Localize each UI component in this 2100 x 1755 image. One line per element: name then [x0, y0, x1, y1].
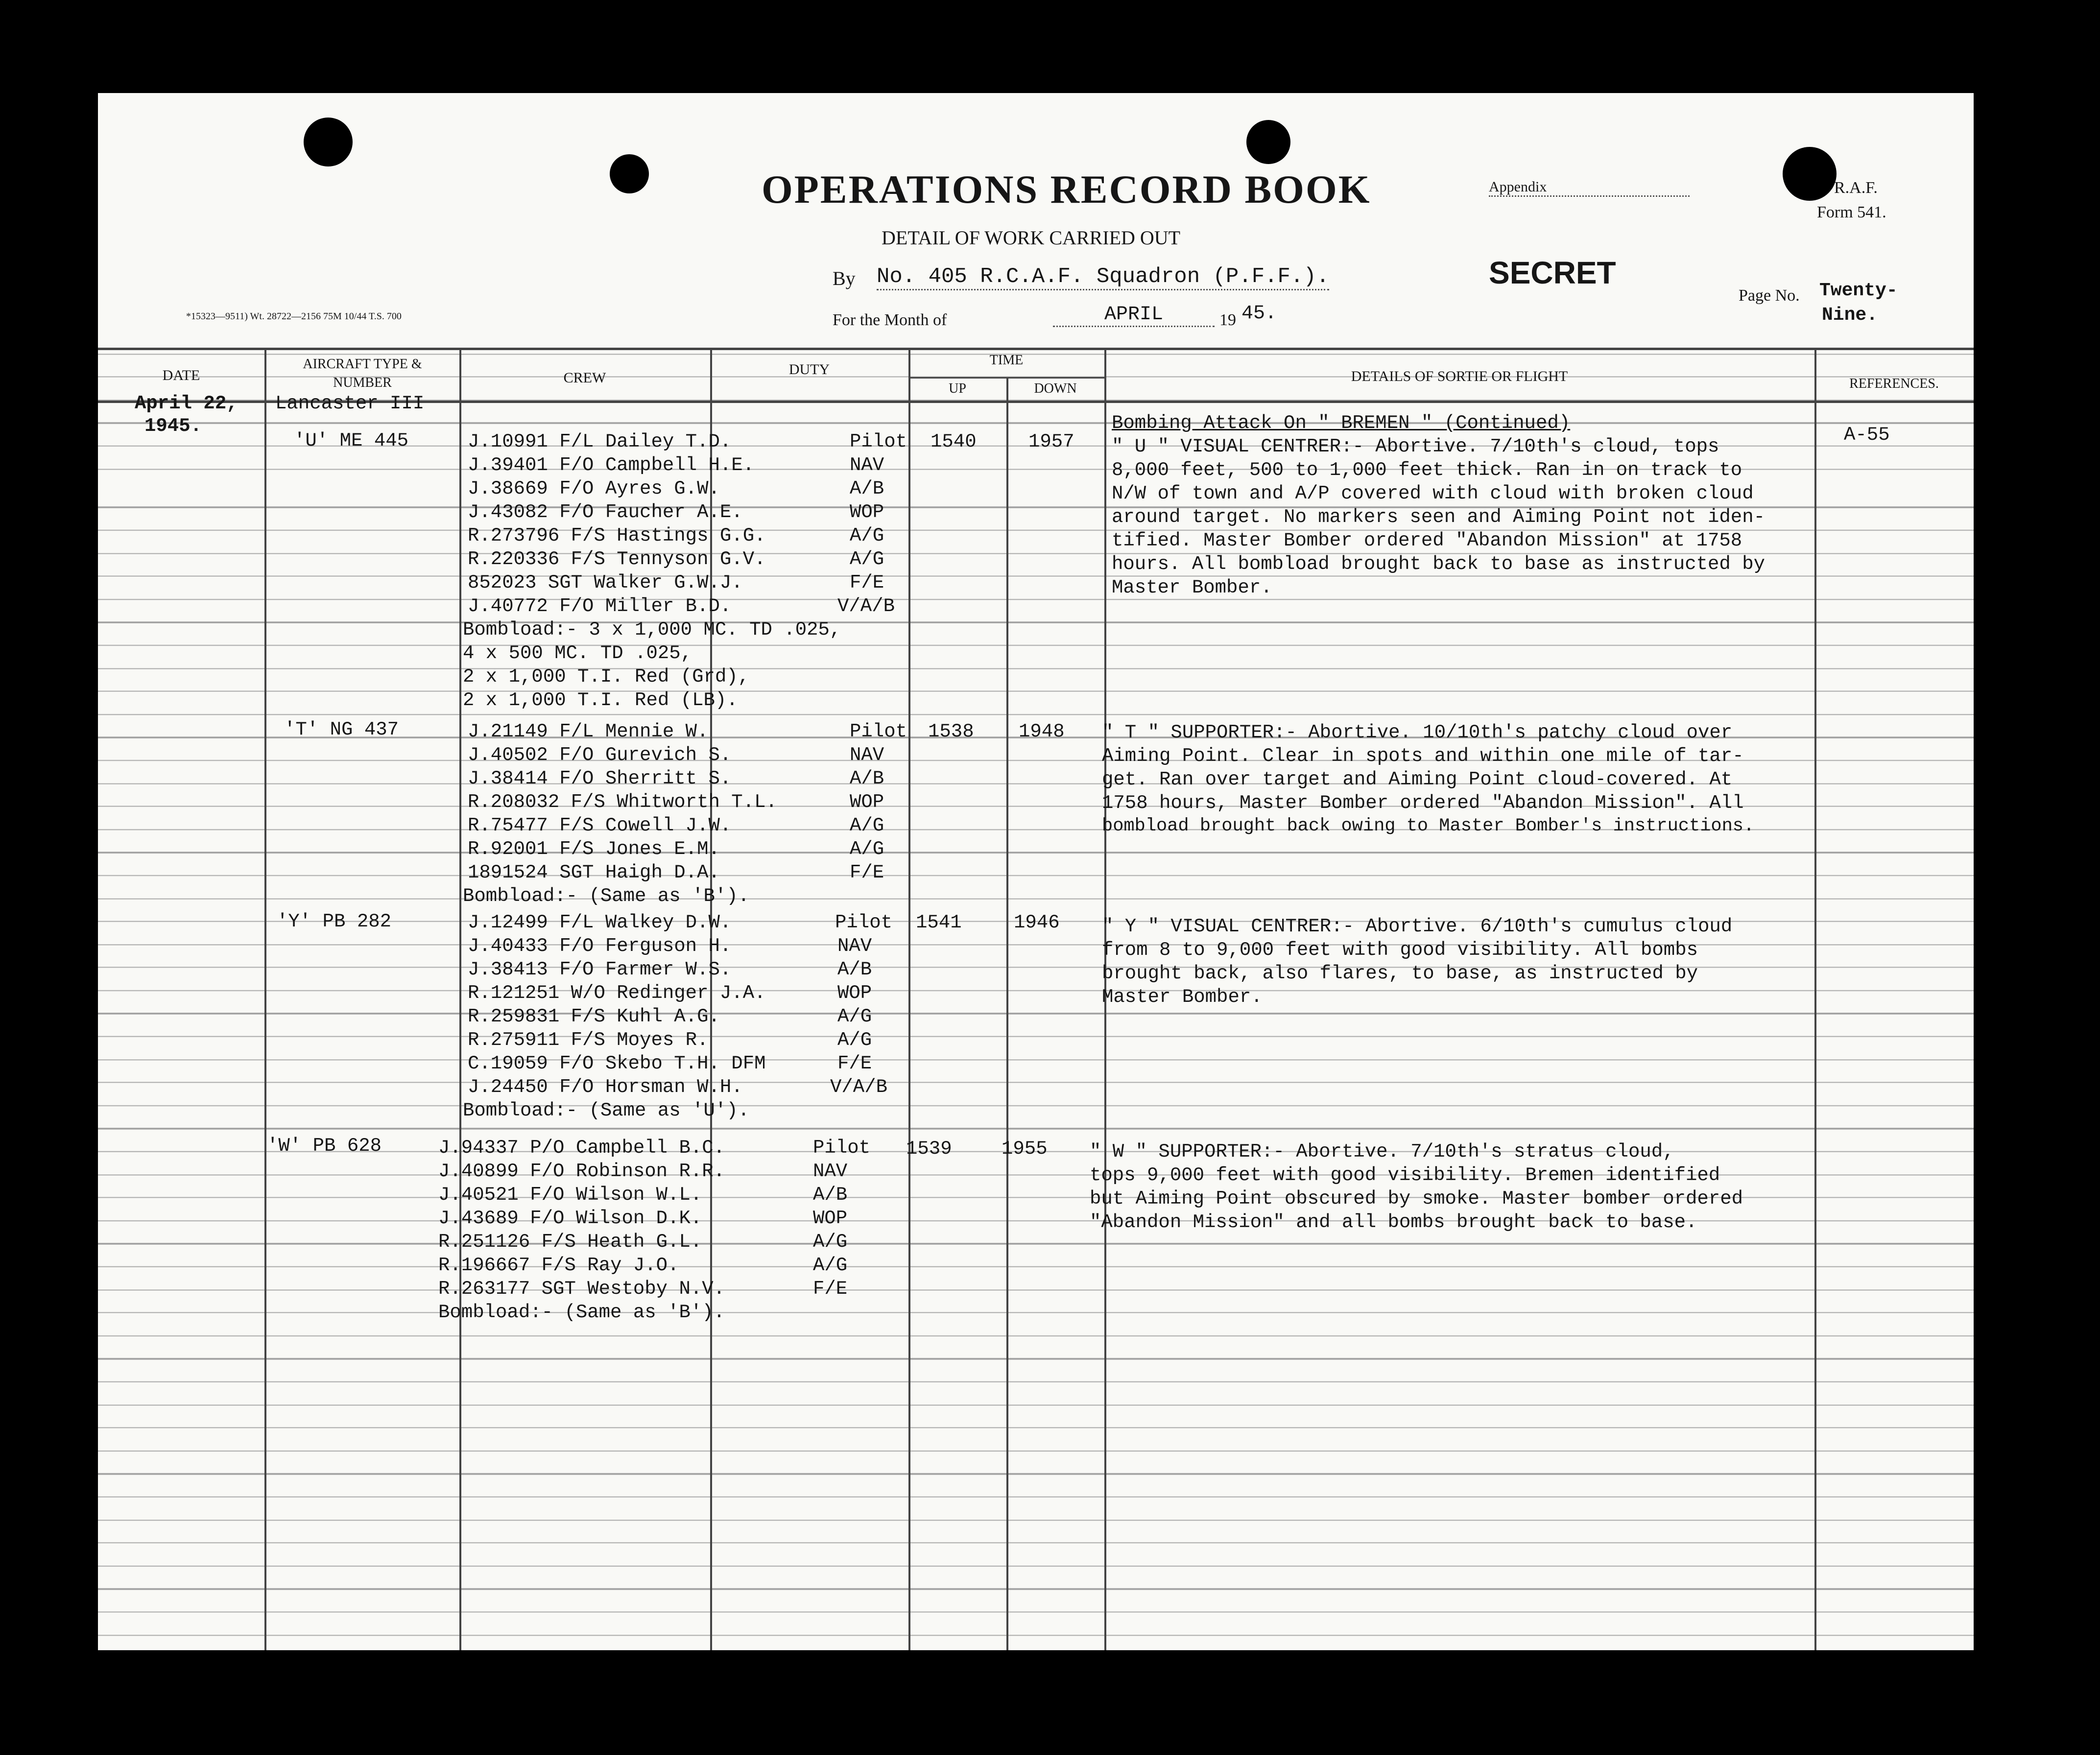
- crew-number: 852023: [468, 572, 537, 593]
- aircraft-id: 'Y' PB 282: [277, 911, 392, 932]
- crew-number: R.273796: [468, 525, 560, 546]
- crew-name: F/O Ferguson H.: [559, 935, 732, 957]
- crew-row: [438, 1255, 679, 1276]
- crew-number: J.43689: [438, 1208, 519, 1229]
- crew-row: [468, 815, 731, 836]
- bombload-line: Bombload:- (Same as 'B').: [463, 885, 750, 907]
- col-rule-2: [459, 348, 461, 1650]
- crew-number: J.10991: [468, 431, 548, 452]
- crew-name: F/O Horsman W.H.: [559, 1076, 743, 1098]
- crew-row: [468, 744, 731, 766]
- crew-name: SGT Haigh D.A.: [559, 862, 720, 883]
- crew-duty: Pilot: [850, 431, 907, 452]
- col-header-aircraft: AIRCRAFT TYPE & NUMBER: [303, 356, 422, 390]
- crew-number: J.40899: [438, 1161, 519, 1182]
- crew-row: [468, 768, 731, 789]
- crew-row: [468, 454, 754, 476]
- col-header-details: DETAILS OF SORTIE OR FLIGHT: [1351, 368, 1568, 384]
- crew-number: J.39401: [468, 454, 548, 476]
- crew-name: F/O Sherritt S.: [559, 768, 732, 789]
- crew-duty: F/E: [813, 1278, 848, 1300]
- bombload-line: 4 x 500 MC. TD .025,: [463, 642, 692, 664]
- time-down: 1955: [1002, 1138, 1048, 1160]
- crew-name: F/L Walkey D.W.: [559, 912, 732, 933]
- aircraft-id: 'T' NG 437: [284, 719, 399, 740]
- aircraft-id: 'W' PB 628: [267, 1135, 382, 1157]
- crew-duty: WOP: [813, 1208, 848, 1229]
- crew-number: J.38414: [468, 768, 548, 789]
- time-up: 1539: [906, 1138, 952, 1160]
- crew-number: J.43082: [468, 501, 548, 523]
- crew-duty: A/B: [813, 1184, 848, 1206]
- record-page: [98, 93, 1974, 1650]
- crew-name: F/O Wilson D.K.: [530, 1208, 702, 1229]
- crew-name: F/S Hastings G.G.: [571, 525, 766, 546]
- crew-number: J.40433: [468, 935, 548, 957]
- crew-duty: A/G: [813, 1255, 848, 1276]
- crew-row: [468, 595, 731, 617]
- crew-duty: NAV: [850, 744, 884, 766]
- crew-row: [468, 431, 731, 452]
- details-line: get. Ran over target and Aiming Point cloud-covered. At: [1102, 769, 1733, 790]
- bombload-line: Bombload:- (Same as 'B').: [438, 1302, 725, 1323]
- crew-duty: A/B: [850, 768, 884, 789]
- details-line: " W " SUPPORTER:- Abortive. 7/10th's stratus cloud,: [1090, 1141, 1674, 1162]
- entry-date-line2: 1945.: [144, 415, 202, 437]
- crew-row: [468, 838, 720, 860]
- appendix-label: Appendix: [1489, 179, 1690, 197]
- col-header-down: DOWN: [1034, 381, 1077, 396]
- col-header-crew: CREW: [563, 370, 606, 386]
- details-line: 8,000 feet, 500 to 1,000 feet thick. Ran in on track to: [1112, 459, 1742, 481]
- details-line: brought back, also flares, to base, as instructed by: [1102, 963, 1698, 984]
- form-title: OPERATIONS RECORD BOOK: [762, 167, 1371, 212]
- page-value-line1: Twenty-: [1819, 280, 1898, 301]
- month-field: APRIL: [1053, 304, 1215, 327]
- crew-row: [438, 1208, 702, 1229]
- page-value-line2: Nine.: [1822, 305, 1878, 326]
- crew-number: R.220336: [468, 548, 560, 570]
- crew-name: F/O Ayres G.W.: [559, 478, 720, 499]
- crew-number: J.21149: [468, 721, 548, 742]
- crew-row: [468, 935, 731, 957]
- time-down: 1957: [1028, 431, 1074, 452]
- aircraft-type: Lancaster III: [275, 393, 425, 414]
- details-line: bombload brought back owing to Master Bomber's instructions.: [1102, 816, 1755, 836]
- col-rule-1: [264, 348, 266, 1650]
- form-number-line1: R.A.F.: [1834, 179, 1878, 197]
- crew-name: F/S Whitworth T.L.: [571, 791, 777, 813]
- crew-row: [438, 1161, 725, 1182]
- crew-row: [438, 1231, 702, 1253]
- time-down: 1948: [1019, 721, 1065, 742]
- details-line: "Abandon Mission" and all bombs brought back to base.: [1090, 1211, 1697, 1233]
- details-line: from 8 to 9,000 feet with good visibility. All bombs: [1102, 939, 1698, 961]
- crew-row: [468, 862, 720, 883]
- crew-number: C.19059: [468, 1053, 548, 1074]
- secret-stamp: SECRET: [1489, 255, 1616, 290]
- crew-duty: A/G: [837, 1006, 872, 1027]
- crew-row: [468, 1053, 766, 1074]
- punch-hole-left: [304, 118, 353, 166]
- crew-duty: A/B: [850, 478, 884, 499]
- punch-hole-right: [1783, 147, 1837, 201]
- details-line: " Y " VISUAL CENTRER:- Abortive. 6/10th's cumulus cloud: [1102, 916, 1733, 937]
- details-line: Master Bomber.: [1112, 577, 1272, 598]
- year-prefix: 19: [1219, 311, 1236, 329]
- reference-code: A-55: [1844, 424, 1890, 446]
- header-top-rule: [98, 348, 1974, 350]
- crew-name: F/S Kuhl A.G.: [571, 1006, 720, 1027]
- crew-row: [468, 982, 766, 1004]
- crew-row: [438, 1278, 725, 1300]
- crew-number: R.259831: [468, 1006, 560, 1027]
- col-rule-4: [908, 348, 910, 1650]
- time-up: 1541: [916, 912, 962, 933]
- crew-number: J.38669: [468, 478, 548, 499]
- crew-duty: Pilot: [850, 721, 907, 742]
- time-up: 1540: [931, 431, 977, 452]
- crew-duty: A/G: [850, 838, 884, 860]
- crew-duty: NAV: [813, 1161, 848, 1182]
- crew-row: [468, 912, 731, 933]
- crew-name: F/O Skebo T.H. DFM: [559, 1053, 766, 1074]
- crew-number: R.75477: [468, 815, 548, 836]
- crew-name: F/S Heath G.L.: [541, 1231, 702, 1253]
- month-label: For the Month of: [833, 311, 947, 329]
- punch-hole-middle-left: [610, 154, 649, 193]
- crew-row: [438, 1137, 725, 1159]
- crew-name: F/O Robinson R.R.: [530, 1161, 725, 1182]
- crew-row: [468, 501, 743, 523]
- col-rule-5: [1006, 377, 1008, 1650]
- crew-duty: WOP: [850, 791, 884, 813]
- crew-duty: F/E: [850, 862, 884, 883]
- crew-duty: V/A/B: [837, 595, 895, 617]
- crew-name: F/S Ray J.O.: [541, 1255, 679, 1276]
- details-line: but Aiming Point obscured by smoke. Master bomber ordered: [1090, 1188, 1743, 1210]
- crew-duty: NAV: [837, 935, 872, 957]
- form-subtitle: DETAIL OF WORK CARRIED OUT: [882, 227, 1181, 249]
- crew-name: F/S Cowell J.W.: [559, 815, 732, 836]
- details-line: Master Bomber.: [1102, 986, 1263, 1008]
- bombload-line: 2 x 1,000 T.I. Red (Grd),: [463, 666, 750, 688]
- crew-number: R.196667: [438, 1255, 530, 1276]
- details-line: " T " SUPPORTER:- Abortive. 10/10th's patchy cloud over: [1102, 722, 1733, 743]
- crew-duty: A/G: [850, 548, 884, 570]
- crew-duty: Pilot: [835, 912, 893, 933]
- crew-row: [468, 1076, 743, 1098]
- crew-duty: A/G: [837, 1029, 872, 1051]
- entry-date-line1: April 22,: [135, 393, 238, 414]
- details-line: Aiming Point. Clear in spots and within one mile of tar-: [1102, 745, 1744, 767]
- squadron-field: No. 405 R.C.A.F. Squadron (P.F.F.).: [877, 264, 1329, 290]
- crew-number: R.251126: [438, 1231, 530, 1253]
- crew-name: F/L Mennie W.: [559, 721, 709, 742]
- details-line: N/W of town and A/P covered with cloud with broken cloud: [1112, 483, 1754, 504]
- print-code: *15323—9511) Wt. 28722—2156 75M 10/44 T.S. 700: [186, 311, 402, 322]
- bombload-line: Bombload:- (Same as 'U').: [463, 1100, 750, 1121]
- year-field: 45.: [1241, 303, 1277, 325]
- crew-name: F/O Gurevich S.: [559, 744, 732, 766]
- crew-number: R.275911: [468, 1029, 560, 1051]
- crew-name: F/S Jones E.M.: [559, 838, 720, 860]
- crew-number: J.40502: [468, 744, 548, 766]
- col-header-date: DATE: [162, 367, 200, 383]
- crew-number: R.208032: [468, 791, 560, 813]
- details-line: 1758 hours, Master Bomber ordered "Abandon Mission". All: [1102, 792, 1744, 814]
- crew-name: F/S Moyes R.: [571, 1029, 709, 1051]
- crew-duty: NAV: [850, 454, 884, 476]
- crew-name: SGT Westoby N.V.: [541, 1278, 725, 1300]
- crew-row: [468, 572, 743, 593]
- col-header-duty: DUTY: [788, 361, 830, 378]
- page-label: Page No.: [1739, 286, 1800, 305]
- col-rule-7: [1814, 348, 1816, 1650]
- crew-number: J.40772: [468, 595, 548, 617]
- crew-name: F/O Wilson W.L.: [530, 1184, 702, 1206]
- by-label: By: [833, 267, 856, 289]
- crew-row: [438, 1184, 702, 1206]
- col-header-references: REFERENCES.: [1849, 376, 1939, 391]
- crew-number: J.94337: [438, 1137, 519, 1159]
- crew-number: R.121251: [468, 982, 560, 1004]
- aircraft-id: 'U' ME 445: [294, 430, 409, 451]
- crew-name: F/O Faucher A.E.: [559, 501, 743, 523]
- crew-name: F/L Dailey T.D.: [559, 431, 732, 452]
- crew-number: 1891524: [468, 862, 548, 883]
- crew-row: [468, 478, 720, 499]
- crew-row: [468, 791, 777, 813]
- details-line: tops 9,000 feet with good visibility. Bremen identified: [1090, 1164, 1720, 1186]
- crew-row: [468, 548, 766, 570]
- crew-duty: F/E: [837, 1053, 872, 1074]
- crew-duty: A/B: [837, 959, 872, 980]
- crew-duty: Pilot: [813, 1137, 871, 1159]
- crew-name: SGT Walker G.W.J.: [548, 572, 743, 593]
- crew-row: [468, 721, 708, 742]
- col-header-time: TIME: [989, 353, 1024, 368]
- crew-name: W/O Redinger J.A.: [571, 982, 766, 1004]
- crew-row: [468, 525, 766, 546]
- crew-number: R.263177: [438, 1278, 530, 1300]
- crew-number: J.40521: [438, 1184, 519, 1206]
- crew-duty: F/E: [850, 572, 884, 593]
- col-header-up: UP: [949, 381, 966, 396]
- time-down: 1946: [1014, 912, 1060, 933]
- crew-name: F/S Tennyson G.V.: [571, 548, 766, 570]
- crew-duty: A/G: [813, 1231, 848, 1253]
- crew-name: F/O Campbell H.E.: [559, 454, 755, 476]
- crew-duty: A/G: [850, 815, 884, 836]
- details-line: around target. No markers seen and Aiming Point not iden-: [1112, 506, 1766, 528]
- details-line: hours. All bombload brought back to base as instructed by: [1112, 553, 1766, 575]
- crew-row: [468, 959, 731, 980]
- crew-number: J.24450: [468, 1076, 548, 1098]
- crew-row: [468, 1006, 720, 1027]
- crew-row: [468, 1029, 709, 1051]
- operation-heading: Bombing Attack On " BREMEN " (Continued): [1112, 412, 1571, 434]
- crew-name: P/O Campbell B.C.: [530, 1137, 725, 1159]
- details-line: tified. Master Bomber ordered "Abandon Mission" at 1758: [1112, 530, 1742, 551]
- crew-duty: WOP: [850, 501, 884, 523]
- details-line: " U " VISUAL CENTRER:- Abortive. 7/10th's cloud, tops: [1112, 436, 1719, 457]
- time-up: 1538: [928, 721, 974, 742]
- crew-duty: V/A/B: [830, 1076, 888, 1098]
- bombload-line: 2 x 1,000 T.I. Red (LB).: [463, 689, 738, 711]
- crew-name: F/O Miller B.D.: [559, 595, 732, 617]
- form-number-line2: Form 541.: [1817, 203, 1886, 221]
- punch-hole-middle: [1246, 120, 1290, 164]
- crew-duty: WOP: [837, 982, 872, 1004]
- crew-name: F/O Farmer W.S.: [559, 959, 732, 980]
- crew-number: J.12499: [468, 912, 548, 933]
- crew-number: R.92001: [468, 838, 548, 860]
- crew-number: J.38413: [468, 959, 548, 980]
- bombload-line: Bombload:- 3 x 1,000 MC. TD .025,: [463, 619, 841, 640]
- crew-duty: A/G: [850, 525, 884, 546]
